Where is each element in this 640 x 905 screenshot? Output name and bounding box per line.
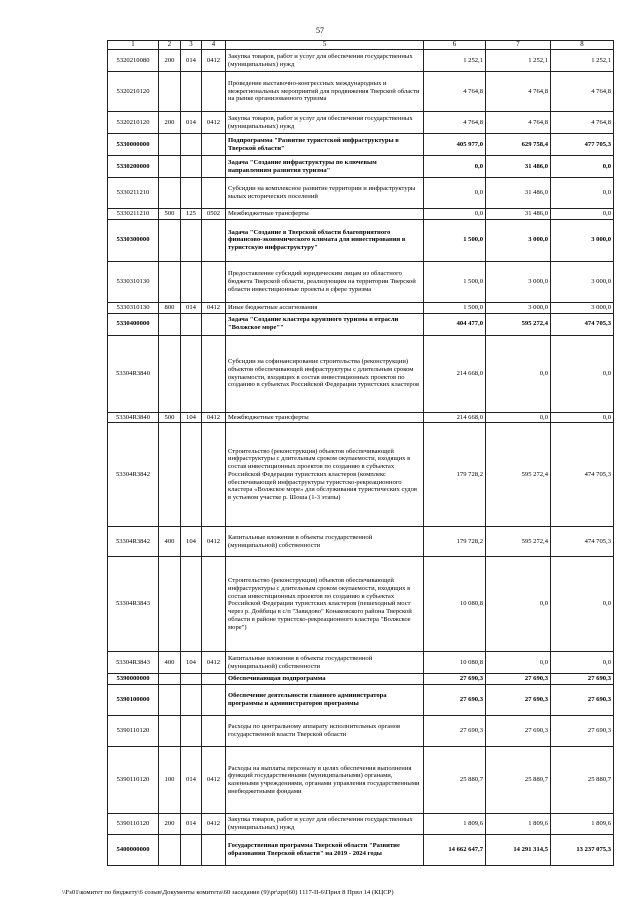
row-code: 5390000000 xyxy=(108,674,159,685)
row-section-code xyxy=(159,178,181,209)
row-value-2020: 14 291 314,5 xyxy=(486,835,551,866)
row-subsection-code: 0412 xyxy=(202,50,226,72)
table-row xyxy=(108,219,614,261)
row-value-2019: 4 764,8 xyxy=(424,72,486,112)
row-value-2019: 25 880,7 xyxy=(424,747,486,814)
row-value-2020: 595 272,4 xyxy=(486,313,551,335)
header-row xyxy=(108,41,614,50)
row-section-code xyxy=(159,219,181,261)
row-value-2021: 0,0 xyxy=(551,412,614,423)
row-name: Субсидии на комплексное развитие территории и инфраструктуры малых исторических поселений xyxy=(226,178,424,209)
row-subsection-code xyxy=(202,685,226,716)
table-row xyxy=(108,674,614,685)
row-section-code: 200 xyxy=(159,814,181,835)
row-section-code xyxy=(159,674,181,685)
row-value-2020: 31 486,0 xyxy=(486,156,551,178)
row-value-2020: 595 272,4 xyxy=(486,423,551,527)
row-name: Строительство (реконструкция) объектов обеспечивающей инфраструктуры с длительным сроком окупаемости, входящих в состав инвестиционных проектов по созданию в субъектах Российской Федерации туристских кластеров (пешеходный мост через р. Дойбица в с/п "Завидово" Конаковского района Тверской области в районе туристско-рекреационного кластера "Волжское море") xyxy=(226,557,424,652)
row-subsection-code: 0412 xyxy=(202,814,226,835)
row-section-code xyxy=(159,261,181,302)
file-path-footer: \\Fs01\комитет по бюджету\6 созыв\Документы комитета\60 заседание (9)\pr\zpr(60) 1117-II-6\Прил 8 Прил 14 (КЦСР) xyxy=(62,889,394,896)
table-row xyxy=(108,835,614,866)
row-department-code xyxy=(181,313,202,335)
budget-table xyxy=(107,40,614,866)
row-value-2019: 1 500,0 xyxy=(424,219,486,261)
row-value-2020: 3 000,0 xyxy=(486,261,551,302)
row-department-code xyxy=(181,685,202,716)
row-value-2021: 25 880,7 xyxy=(551,747,614,814)
row-value-2021: 474 705,3 xyxy=(551,423,614,527)
row-code: 5320210080 xyxy=(108,50,159,72)
row-department-code xyxy=(181,261,202,302)
column-header: 5 xyxy=(226,41,424,50)
row-department-code: 014 xyxy=(181,50,202,72)
row-subsection-code xyxy=(202,335,226,412)
row-name: Строительство (реконструкция) объектов обеспечивающей инфраструктуры с длительным сроком окупаемости, входящих в состав инвестиционных проектов по созданию в субъектах Российской Федерации туристских кластеров (комплекс обеспечивающей инфраструктуры туристско-рекреационного кластера «Волжское море» для обслуживания туристических судов в устьевом участке р. Шоша (1-3 этапы) xyxy=(226,423,424,527)
row-value-2019: 27 690,3 xyxy=(424,685,486,716)
row-department-code xyxy=(181,72,202,112)
row-subsection-code xyxy=(202,219,226,261)
row-subsection-code xyxy=(202,134,226,156)
table-row xyxy=(108,716,614,747)
row-value-2019: 10 080,8 xyxy=(424,557,486,652)
row-name: Государственная программа Тверской области "Развитие образования Тверской области" на 2019 - 2024 годы xyxy=(226,835,424,866)
row-value-2021: 4 764,8 xyxy=(551,72,614,112)
row-value-2019: 27 690,3 xyxy=(424,716,486,747)
row-value-2020: 0,0 xyxy=(486,652,551,674)
row-value-2021: 0,0 xyxy=(551,652,614,674)
row-value-2020: 25 880,7 xyxy=(486,747,551,814)
table-row xyxy=(108,652,614,674)
row-value-2020: 4 764,8 xyxy=(486,112,551,134)
row-code: 5330400000 xyxy=(108,313,159,335)
row-code: 5330211210 xyxy=(108,178,159,209)
row-name: Иные бюджетные ассигнования xyxy=(226,302,424,313)
row-code: 5330310130 xyxy=(108,302,159,313)
column-header: 3 xyxy=(181,41,202,50)
row-department-code xyxy=(181,835,202,866)
column-header: 1 xyxy=(108,41,159,50)
row-code: 53304R3843 xyxy=(108,557,159,652)
row-value-2019: 10 080,8 xyxy=(424,652,486,674)
row-value-2021: 474 705,3 xyxy=(551,313,614,335)
row-value-2021: 27 690,3 xyxy=(551,685,614,716)
table-row xyxy=(108,747,614,814)
row-section-code xyxy=(159,557,181,652)
row-code: 53304R3840 xyxy=(108,412,159,423)
row-value-2020: 27 690,3 xyxy=(486,685,551,716)
row-subsection-code xyxy=(202,178,226,209)
row-value-2020: 629 758,4 xyxy=(486,134,551,156)
row-subsection-code xyxy=(202,674,226,685)
row-code: 5330310130 xyxy=(108,261,159,302)
row-section-code: 400 xyxy=(159,652,181,674)
row-department-code xyxy=(181,156,202,178)
row-value-2020: 1 809,6 xyxy=(486,814,551,835)
row-section-code xyxy=(159,335,181,412)
row-value-2019: 14 662 647,7 xyxy=(424,835,486,866)
row-department-code: 014 xyxy=(181,814,202,835)
row-value-2020: 0,0 xyxy=(486,335,551,412)
row-subsection-code: 0502 xyxy=(202,209,226,220)
row-name: Субсидии на софинансирование строительства (реконструкции) объектов обеспечивающей инфраструктуры с длительным сроком окупаемости, входящих в состав инвестиционных проектов по созданию в субъектах Российской Федерации туристских кластеров xyxy=(226,335,424,412)
row-value-2019: 179 728,2 xyxy=(424,527,486,557)
row-value-2021: 0,0 xyxy=(551,335,614,412)
row-name: Закупка товаров, работ и услуг для обеспечения государственных (муниципальных) нужд xyxy=(226,112,424,134)
table-row xyxy=(108,423,614,527)
row-section-code: 200 xyxy=(159,112,181,134)
table-row xyxy=(108,178,614,209)
row-subsection-code: 0412 xyxy=(202,747,226,814)
row-subsection-code: 0412 xyxy=(202,112,226,134)
row-value-2019: 1 252,1 xyxy=(424,50,486,72)
row-code: 5330200000 xyxy=(108,156,159,178)
row-value-2020: 595 272,4 xyxy=(486,527,551,557)
row-code: 53304R3843 xyxy=(108,652,159,674)
row-section-code: 500 xyxy=(159,412,181,423)
table-row xyxy=(108,50,614,72)
row-value-2019: 0,0 xyxy=(424,178,486,209)
row-name: Межбюджетные трансферты xyxy=(226,209,424,220)
row-value-2021: 1 252,1 xyxy=(551,50,614,72)
row-value-2020: 31 486,0 xyxy=(486,209,551,220)
row-section-code xyxy=(159,716,181,747)
column-header: 4 xyxy=(202,41,226,50)
row-subsection-code xyxy=(202,835,226,866)
row-section-code: 500 xyxy=(159,209,181,220)
row-section-code: 100 xyxy=(159,747,181,814)
row-department-code: 014 xyxy=(181,112,202,134)
table-row xyxy=(108,112,614,134)
row-code: 5390110120 xyxy=(108,814,159,835)
row-name: Расходы на выплаты персоналу в целях обеспечения выполнения функций государственными (муниципальными) органами, казенными учреждениями, органами управления государственными внебюджетными фондами xyxy=(226,747,424,814)
row-name: Обеспечивающая подпрограмма xyxy=(226,674,424,685)
row-value-2020: 0,0 xyxy=(486,412,551,423)
row-value-2021: 477 705,3 xyxy=(551,134,614,156)
table-row xyxy=(108,302,614,313)
row-name: Закупка товаров, работ и услуг для обеспечения государственных (муниципальных) нужд xyxy=(226,50,424,72)
row-code: 53304R3842 xyxy=(108,527,159,557)
row-name: Капитальные вложения в объекты государственной (муниципальной) собственности xyxy=(226,652,424,674)
column-header: 8 xyxy=(551,41,614,50)
row-value-2019: 4 764,8 xyxy=(424,112,486,134)
table-row xyxy=(108,557,614,652)
row-value-2021: 3 000,0 xyxy=(551,261,614,302)
row-value-2019: 405 977,0 xyxy=(424,134,486,156)
row-subsection-code xyxy=(202,557,226,652)
row-name: Расходы по центральному аппарату исполнительных органов государственной власти Тверской области xyxy=(226,716,424,747)
row-department-code: 104 xyxy=(181,652,202,674)
row-value-2020: 27 690,3 xyxy=(486,674,551,685)
row-value-2021: 0,0 xyxy=(551,557,614,652)
row-value-2019: 0,0 xyxy=(424,156,486,178)
row-section-code xyxy=(159,134,181,156)
row-name: Подпрограмма "Развитие туристской инфраструктуры в Тверской области" xyxy=(226,134,424,156)
row-value-2020: 4 764,8 xyxy=(486,72,551,112)
row-code: 5390110120 xyxy=(108,747,159,814)
row-name: Закупка товаров, работ и услуг для обеспечения государственных (муниципальных) нужд xyxy=(226,814,424,835)
row-value-2021: 0,0 xyxy=(551,178,614,209)
row-name: Предоставление субсидий юридическим лицам из областного бюджета Тверской области, реализующим на территории Тверской области инвестиционные проекты в сфере туризма xyxy=(226,261,424,302)
row-value-2019: 0,0 xyxy=(424,209,486,220)
table-row xyxy=(108,209,614,220)
row-value-2021: 3 000,0 xyxy=(551,302,614,313)
table-row xyxy=(108,72,614,112)
row-code: 5330300000 xyxy=(108,219,159,261)
row-section-code: 400 xyxy=(159,527,181,557)
table-row xyxy=(108,156,614,178)
row-code: 5390110120 xyxy=(108,716,159,747)
row-name: Задача "Создание кластера круизного туризма в отрасли "Волжское море"" xyxy=(226,313,424,335)
row-subsection-code: 0412 xyxy=(202,412,226,423)
table-row xyxy=(108,261,614,302)
row-code: 5390100000 xyxy=(108,685,159,716)
row-subsection-code: 0412 xyxy=(202,302,226,313)
row-value-2021: 0,0 xyxy=(551,209,614,220)
row-value-2021: 13 237 075,3 xyxy=(551,835,614,866)
row-name: Капитальные вложения в объекты государственной (муниципальной) собственности xyxy=(226,527,424,557)
row-department-code xyxy=(181,674,202,685)
column-header: 2 xyxy=(159,41,181,50)
row-value-2020: 31 486,0 xyxy=(486,178,551,209)
row-value-2019: 214 668,0 xyxy=(424,335,486,412)
row-department-code xyxy=(181,423,202,527)
row-name: Задача "Создание в Тверской области благоприятного финансово-экономического климата для инвестирования в туристскую инфраструктуру" xyxy=(226,219,424,261)
row-code: 53304R3842 xyxy=(108,423,159,527)
row-value-2019: 404 477,0 xyxy=(424,313,486,335)
row-section-code xyxy=(159,72,181,112)
table-row xyxy=(108,335,614,412)
row-section-code xyxy=(159,313,181,335)
table-row xyxy=(108,814,614,835)
table-row xyxy=(108,313,614,335)
column-header: 6 xyxy=(424,41,486,50)
row-value-2021: 1 809,6 xyxy=(551,814,614,835)
row-subsection-code xyxy=(202,423,226,527)
table-row xyxy=(108,685,614,716)
row-value-2020: 3 000,0 xyxy=(486,302,551,313)
row-section-code: 200 xyxy=(159,50,181,72)
row-subsection-code xyxy=(202,313,226,335)
row-value-2021: 27 690,3 xyxy=(551,674,614,685)
row-code: 5330000000 xyxy=(108,134,159,156)
row-department-code: 104 xyxy=(181,527,202,557)
row-subsection-code xyxy=(202,72,226,112)
row-name: Обеспечение деятельности главного администратора программы и администраторов программы xyxy=(226,685,424,716)
row-value-2019: 1 809,6 xyxy=(424,814,486,835)
row-value-2019: 1 500,0 xyxy=(424,261,486,302)
row-section-code: 800 xyxy=(159,302,181,313)
table-row xyxy=(108,412,614,423)
row-value-2021: 4 764,8 xyxy=(551,112,614,134)
row-value-2019: 179 728,2 xyxy=(424,423,486,527)
row-subsection-code xyxy=(202,261,226,302)
row-code: 5320210120 xyxy=(108,112,159,134)
row-value-2020: 3 000,0 xyxy=(486,219,551,261)
row-name: Межбюджетные трансферты xyxy=(226,412,424,423)
table-row xyxy=(108,527,614,557)
row-department-code xyxy=(181,716,202,747)
row-subsection-code xyxy=(202,716,226,747)
row-value-2020: 0,0 xyxy=(486,557,551,652)
row-subsection-code: 0412 xyxy=(202,527,226,557)
row-code: 5330211210 xyxy=(108,209,159,220)
column-header: 7 xyxy=(486,41,551,50)
row-name: Задача "Создание инфраструктуры по ключевым направлениям развития туризма" xyxy=(226,156,424,178)
row-department-code: 014 xyxy=(181,747,202,814)
row-code: 5320210120 xyxy=(108,72,159,112)
row-department-code: 014 xyxy=(181,302,202,313)
row-code: 5400000000 xyxy=(108,835,159,866)
row-value-2021: 27 690,3 xyxy=(551,716,614,747)
row-subsection-code: 0412 xyxy=(202,652,226,674)
row-section-code xyxy=(159,423,181,527)
page-number: 57 xyxy=(316,26,324,35)
row-department-code xyxy=(181,335,202,412)
row-department-code xyxy=(181,134,202,156)
row-value-2021: 0,0 xyxy=(551,156,614,178)
row-section-code xyxy=(159,156,181,178)
row-value-2019: 214 668,0 xyxy=(424,412,486,423)
row-section-code xyxy=(159,685,181,716)
row-department-code: 104 xyxy=(181,412,202,423)
row-value-2019: 27 690,3 xyxy=(424,674,486,685)
row-department-code xyxy=(181,557,202,652)
row-subsection-code xyxy=(202,156,226,178)
row-value-2020: 27 690,3 xyxy=(486,716,551,747)
row-value-2019: 1 500,0 xyxy=(424,302,486,313)
row-code: 53304R3840 xyxy=(108,335,159,412)
row-section-code xyxy=(159,835,181,866)
row-value-2021: 474 705,3 xyxy=(551,527,614,557)
row-name: Проведение выставочно-конгрессных международных и межрегиональных мероприятий для продвижения Тверской области на рынке организованного туризма xyxy=(226,72,424,112)
row-department-code: 125 xyxy=(181,209,202,220)
row-department-code xyxy=(181,178,202,209)
table-row xyxy=(108,134,614,156)
row-value-2020: 1 252,1 xyxy=(486,50,551,72)
row-department-code xyxy=(181,219,202,261)
row-value-2021: 3 000,0 xyxy=(551,219,614,261)
